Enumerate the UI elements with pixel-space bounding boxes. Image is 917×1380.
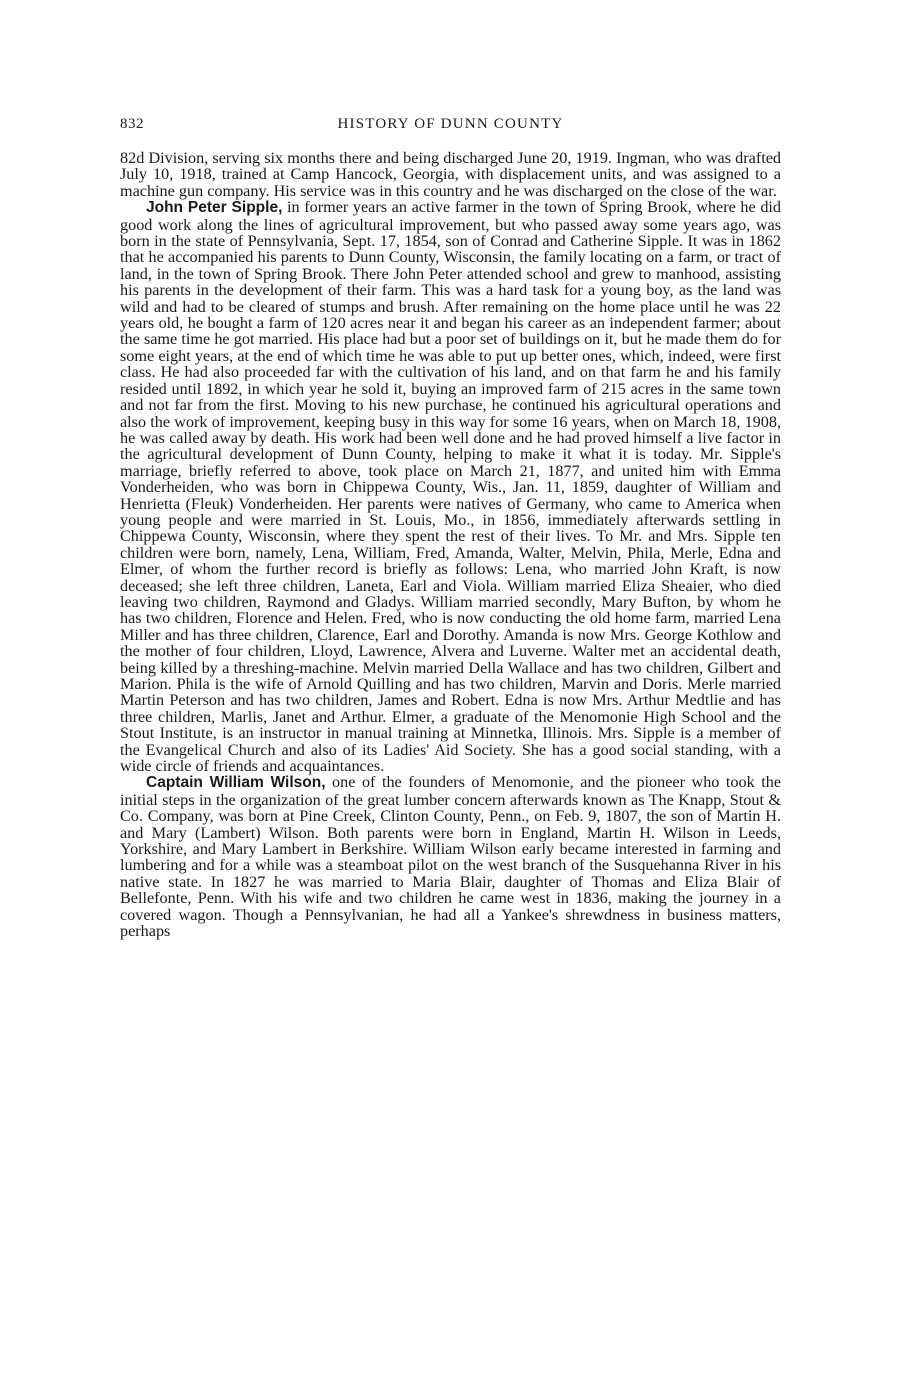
paragraph-william-wilson <box>120 774 781 939</box>
biography-name: John Peter Sipple, <box>146 199 283 217</box>
body-text <box>120 150 781 940</box>
running-title: HISTORY OF DUNN COUNTY <box>337 116 564 132</box>
paragraph-continuation <box>120 150 781 199</box>
paragraph-text: 82d Division, serving six months there and being discharged June 20, 1919. Ingman, who was drafted July 10, 1918, trained at Camp Hancock, Georgia, with displacement units, and was assigned to a machine gun company. His service was in this country and he was discharged on the close of the war. <box>120 149 781 200</box>
paragraph-john-peter-sipple <box>120 199 781 774</box>
biography-name: Captain William Wilson, <box>146 774 326 792</box>
page-number: 832 <box>120 116 144 132</box>
paragraph-text: in former years an active farmer in the town of Spring Brook, where he did good work along the lines of agricultural improvement, but who passed away some years ago, was born in the state of Pennsylvania, Sept. 17, 1854, son of Conrad and Catherine Sipple. It was in 1862 that he accompanied his parents to Dunn County, Wisconsin, the family locating on a farm, or tract of land, in the town of Spring Brook. There John Peter attended school and grew to manhood, assisting his parents in the development of their farm. This was a hard task for a young boy, as the land was wild and had to be cleared of stumps and brush. After remaining on the home place until he was 22 years old, he bought a farm of 120 acres near it and began his career as an independent farmer; about the same time he got married. His place had but a poor set of buildings on it, but he made them do for some eight years, at the end of which time he was able to put up better ones, which, indeed, were first class. He had also proceeded far with the cultivation of his land, and on that farm he and his family resided until 1892, in which year he sold it, buying an improved farm of 215 acres in the same town and not far from the first. Moving to his new purchase, he continued his agricultural operations and also the work of improvement, keeping busy in this way for some 16 years, when on March 18, 1908, he was called away by death. His work had been well done and he had proved himself a live factor in the agricultural development of Dunn County, helping to make it what it is today. Mr. Sipple's marriage, briefly referred to above, took place on March 21, 1877, and united him with Emma Vonderheiden, who was born in Chippewa County, Wis., Jan. 11, 1859, daughter of William and Henrietta (Fleuk) Vonderheiden. Her parents were natives of Germany, who came to America when young people and were married in St. Louis, Mo., in 1856, immediately afterwards settling in Chippewa County, Wisconsin, where they spent the rest of their lives. To Mr. and Mrs. Sipple ten children were born, namely, Lena, William, Fred, Amanda, Walter, Melvin, Phila, Merle, Edna and Elmer, of whom the further record is briefly as follows: Lena, who married John Kraft, is now deceased; she left three children, Laneta, Earl and Viola. William married Eliza Sheaier, who died leaving two children, Raymond and Gladys. William married secondly, Mary Bufton, by whom he has two children, Florence and Helen. Fred, who is now conducting the old home farm, married Lena Miller and has three children, Clarence, Earl and Dorothy. Amanda is now Mrs. George Kothlow and the mother of four children, Lloyd, Lawrence, Alvera and Luverne. Walter met an accidental death, being killed by a threshing-machine. Melvin married Della Wallace and has two children, Gilbert and Marion. Phila is the wife of Arnold Quilling and has two children, Marvin and Doris. Merle married Martin Peterson and has two children, James and Robert. Edna is now Mrs. Arthur Medtlie and has three children, Marlis, Janet and Arthur. Elmer, a graduate of the Menomonie High School and the Stout Institute, is an instructor in manual training at Minnetka, Illinois. Mrs. Sipple is a member of the Evangelical Church and also of its Ladies' Aid Society. She has a good social standing, with a wide circle of friends and acquaintances. <box>120 198 781 776</box>
paragraph-text: one of the founders of Menomonie, and the pioneer who took the initial steps in the organization of the great lumber concern afterwards known as The Knapp, Stout & Co. Company, was born at Pine Creek, Clinton County, Penn., on Feb. 9, 1807, the son of Martin H. and Mary (Lambert) Wilson. Both parents were born in England, Martin H. Wilson in Leeds, Yorkshire, and Mary Lambert in Berkshire. William Wilson early became interested in farming and lumbering and for a while was a steamboat pilot on the west branch of the Susquehanna River in his native state. In 1827 he was married to Maria Blair, daughter of Thomas and Eliza Blair of Bellefonte, Penn. With his wife and two children he came west in 1836, making the journey in a covered wagon. Though a Pennsylvanian, he had all a Yankee's shrewdness in business matters, perhaps <box>120 773 782 941</box>
page-header <box>120 116 781 138</box>
